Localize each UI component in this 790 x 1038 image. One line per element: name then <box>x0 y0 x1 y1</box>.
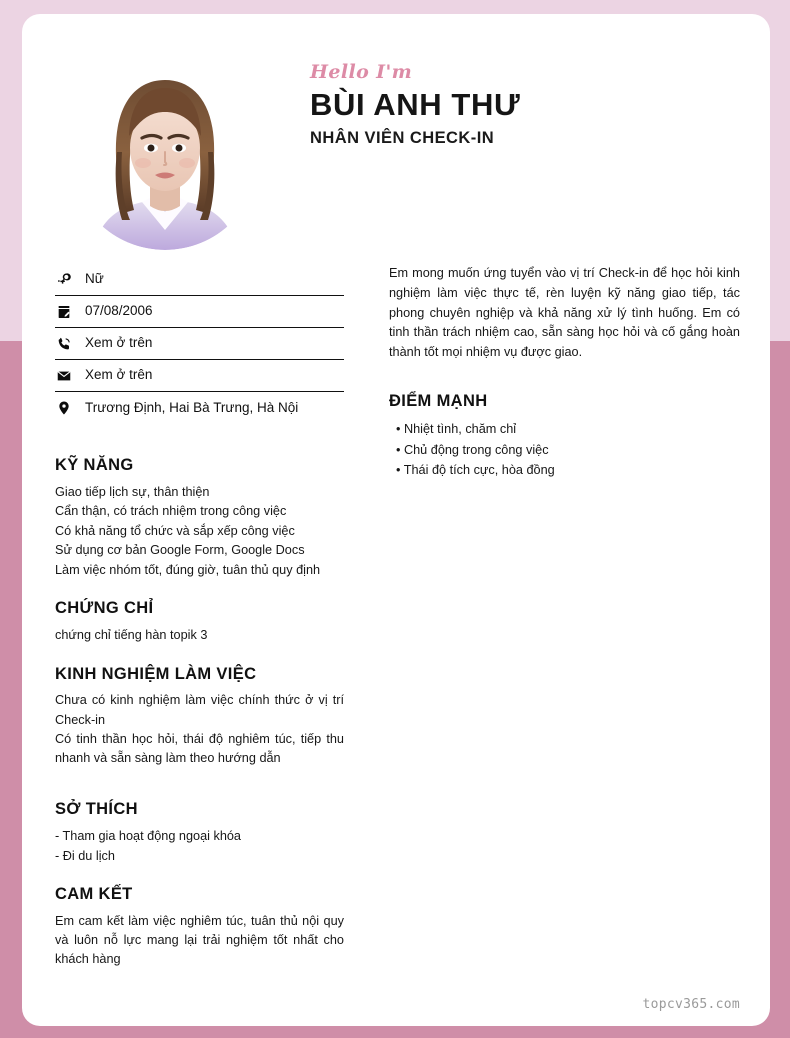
gender-icon <box>55 271 73 289</box>
cv-card <box>22 14 770 1026</box>
list-item: chứng chỉ tiếng hàn topik 3 <box>55 628 208 643</box>
watermark: topcv365.com <box>642 997 740 1012</box>
contact-value: Nữ <box>85 271 104 287</box>
contact-row <box>55 328 344 360</box>
list-item: Có khả năng tổ chức và sắp xếp công việc <box>55 523 295 538</box>
section-commitment <box>33 884 362 970</box>
paragraph: Có tinh thần học hỏi, thái độ nghiêm túc, tiếp thu nhanh và sẵn sàng làm theo hướng dẫn <box>55 731 344 766</box>
list-item: Làm việc nhóm tốt, đúng giờ, tuân thủ quy định <box>55 562 321 577</box>
paragraph: Em cam kết làm việc nghiêm túc, tuân thủ nội quy và luôn nỗ lực mang lại trải nghiệm tốt nhất cho khách hàng <box>55 913 344 967</box>
contact-row <box>55 264 344 296</box>
list-item: Cẩn thận, có trách nhiệm trong công việc <box>55 504 287 519</box>
greeting-text: Hello I'm <box>310 61 413 83</box>
experience-body <box>55 691 344 768</box>
cv-body <box>22 250 770 970</box>
section-title-strengths: ĐIỂM MẠNH <box>389 392 488 411</box>
section-experience <box>33 664 362 769</box>
job-title: NHÂN VIÊN CHECK-IN <box>310 128 495 147</box>
portrait-photo-icon <box>70 60 260 250</box>
list-item: • Nhiệt tình, chăm chỉ <box>396 419 740 440</box>
right-column <box>362 250 770 481</box>
cv-header <box>22 14 770 250</box>
section-certificates <box>33 598 362 645</box>
commitment-body <box>55 912 344 970</box>
section-skills <box>33 455 362 580</box>
photo-container <box>70 60 294 250</box>
section-title: KỸ NĂNG <box>55 456 134 474</box>
list-item: - Đi du lịch <box>55 848 115 863</box>
contact-list <box>33 264 362 424</box>
list-item: • Chủ động trong công việc <box>396 440 740 461</box>
contact-row <box>55 360 344 392</box>
contact-value: Xem ở trên <box>85 367 153 383</box>
section-hobbies <box>33 799 362 866</box>
identity-block <box>310 62 770 149</box>
section-title: CAM KẾT <box>55 885 133 904</box>
certificates-list <box>55 626 344 646</box>
paragraph: Chưa có kinh nghiệm làm việc chính thức ở vị trí Check-in <box>55 693 344 727</box>
calendar-icon <box>55 303 73 321</box>
contact-value: Xem ở trên <box>85 335 153 351</box>
list-item: Sử dụng cơ bản Google Form, Google Docs <box>55 543 305 558</box>
location-icon <box>55 399 73 417</box>
contact-value: 07/08/2006 <box>85 303 153 319</box>
contact-value: Trương Định, Hai Bà Trưng, Hà Nội <box>85 399 299 415</box>
page-title: BÙI ANH THƯ <box>310 86 521 122</box>
section-title: KINH NGHIỆM LÀM VIỆC <box>55 664 257 683</box>
left-column <box>22 250 362 970</box>
contact-row <box>55 296 344 328</box>
section-title: CHỨNG CHỈ <box>55 599 154 618</box>
hobbies-list <box>55 827 344 866</box>
summary-text: Em mong muốn ứng tuyển vào vị trí Check-in để học hỏi kinh nghiệm làm việc thực tế, rèn luyện kỹ năng giao tiếp, tác phong chuyên nghiệp và khả năng xử lý tình huống. Em có tinh thần trách nhiệm cao, sẵn sàng học hỏi và cố gắng hoàn thành tốt mọi nhiệm vụ được giao. <box>389 266 740 360</box>
phone-icon <box>55 335 73 353</box>
avatar <box>70 60 260 250</box>
strengths-list <box>389 419 740 481</box>
email-icon <box>55 367 73 385</box>
skills-list <box>55 483 344 581</box>
list-item: - Tham gia hoạt động ngoại khóa <box>55 829 241 844</box>
section-title: SỞ THÍCH <box>55 800 138 819</box>
list-item: Giao tiếp lịch sự, thân thiện <box>55 484 210 499</box>
contact-row <box>55 392 344 424</box>
list-item: • Thái độ tích cực, hòa đồng <box>396 460 740 481</box>
